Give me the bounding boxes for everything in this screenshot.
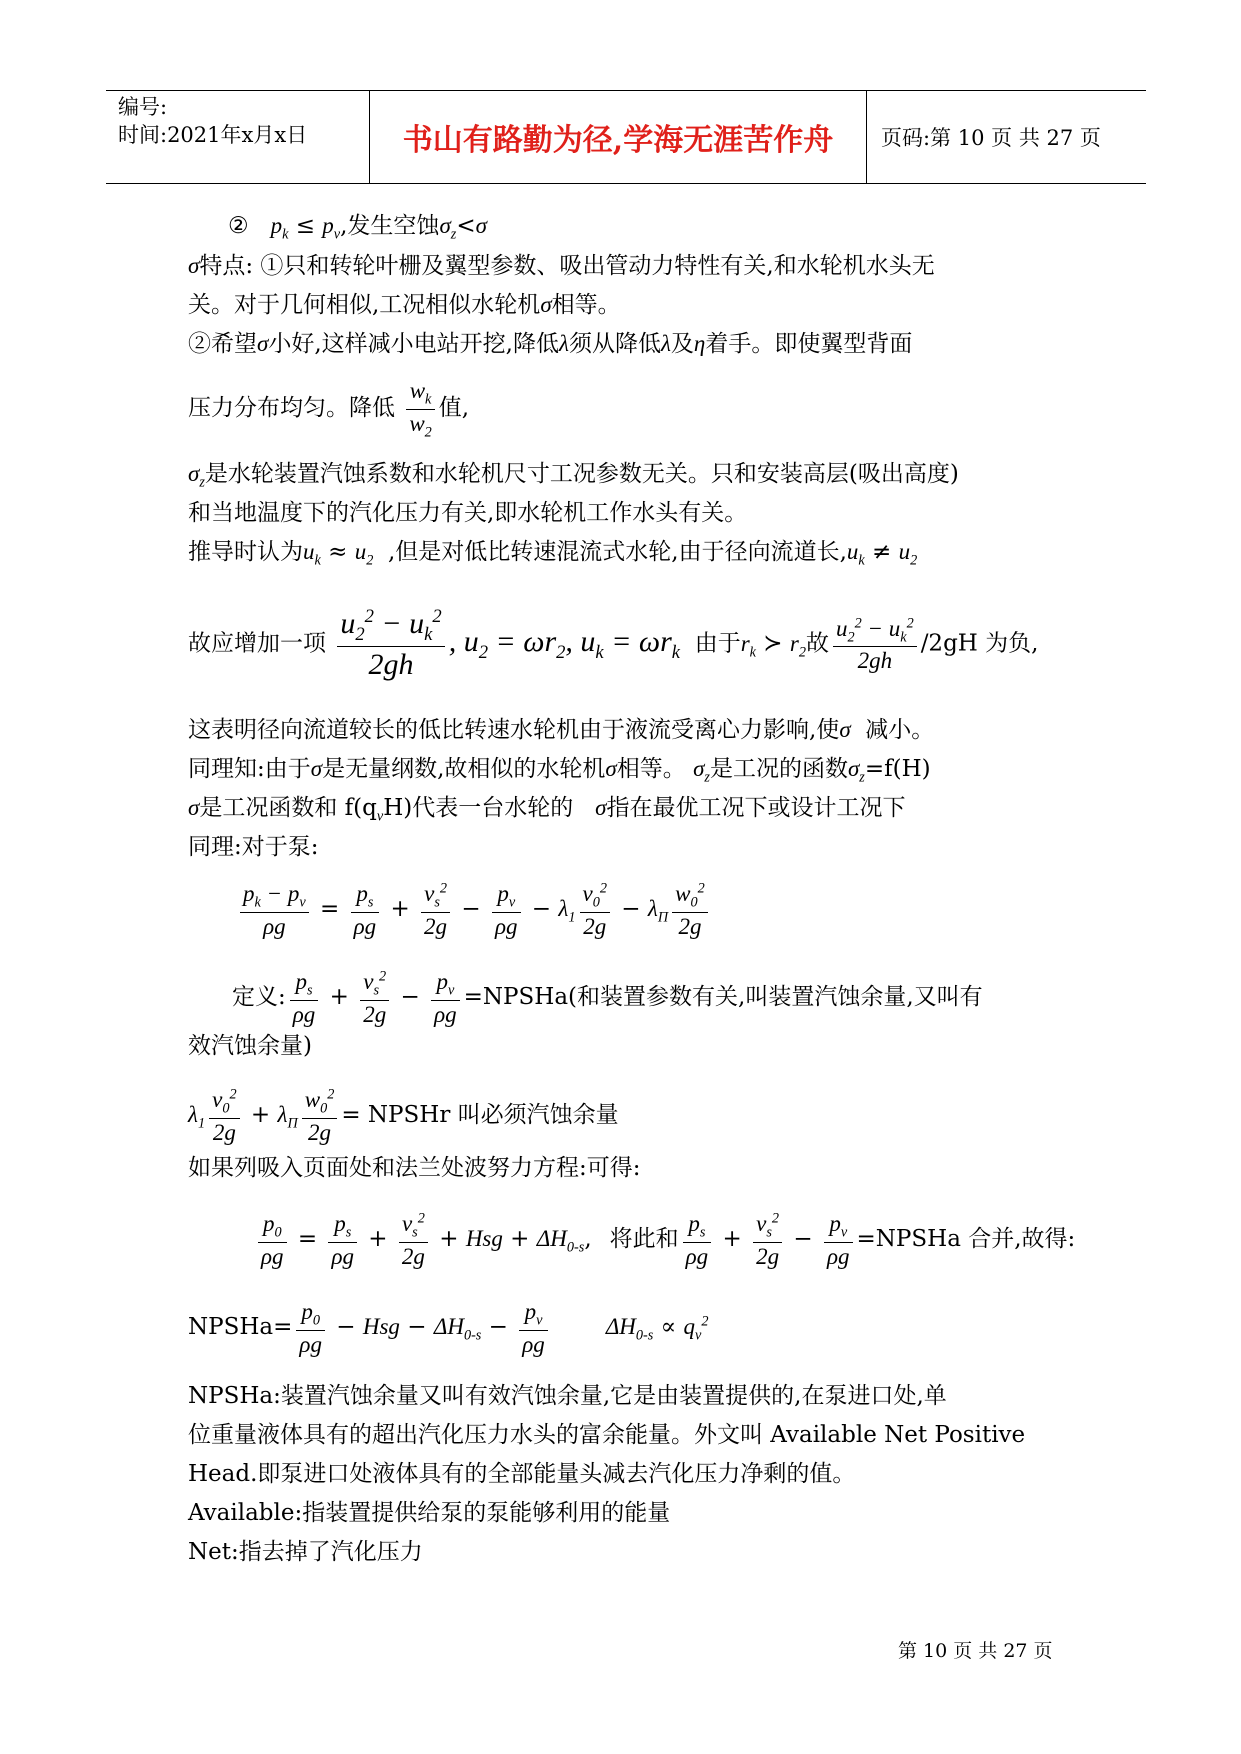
- header-motto: 书山有路勤为径,学海无涯苦作舟: [402, 123, 834, 158]
- fraction: $\frac{u_2^2 - u_k^2}{2gh}$: [833, 615, 917, 675]
- text-line: $\sigma_z$是水轮装置汽蚀系数和水轮机尺寸工况参数无关。只和安装高层(吸出高度): [188, 461, 959, 491]
- text-line: Available:指装置提供给泵的泵能够利用的能量: [188, 1500, 671, 1526]
- text-line: 压力分布均匀。降低 $\frac{w_k}{w_2}$ 值,: [188, 378, 470, 441]
- text-line: NPSHa:装置汽蚀余量又叫有效汽蚀余量,它是由装置提供的,在泵进口处,单: [188, 1383, 947, 1409]
- text-line: Net:指去掉了汽化压力: [188, 1539, 423, 1565]
- text-line: ② $p_k \le p_v$,发生空蚀$\sigma_z<\sigma$: [228, 213, 487, 243]
- page-footer: 第 10 页 共 27 页: [898, 1640, 1053, 1662]
- text-line: σ是工况函数和 $f(q_vH)$代表一台水轮的 σ指在最优工况下或设计工况下: [188, 795, 906, 825]
- text-line: 同理:对于泵:: [188, 834, 319, 860]
- fraction: $\frac{w_k}{w_2}$: [406, 377, 434, 441]
- text-line: 关。对于几何相似,工况相似水轮机σ相等。: [188, 292, 621, 318]
- equation-line: $\lambda_1$ $\frac{v_0^2}{2g}$ + $\lambda_\Pi$ $\frac{w_0^2}{2g}$ = NPSHr 叫必须汽蚀余量: [188, 1086, 619, 1145]
- page-header: [106, 90, 1146, 184]
- equation-line: $\frac{p_k - p_v}{\rho g}$ = $\frac{p_s}{\rho g}$ + $\frac{v_s^2}{2g}$ − $\frac{p_v}{\rho g}$ − $\lambda_1$ $\frac{v_0^2}{2g}$ − $\lambda_\Pi$ $\frac{w_0^2}{2g}$: [236, 880, 712, 940]
- text-line: 和当地温度下的汽化压力有关,即水轮机工作水头有关。: [188, 500, 748, 526]
- equation-line: 定义: $\frac{p_s}{\rho g}$ + $\frac{v_s^2}{2g}$ − $\frac{p_v}{\rho g}$ =NPSHa(和装置参数有关,叫装置汽蚀余量,又叫有: [232, 968, 983, 1027]
- text-line: 这表明径向流道较长的低比转速水轮机由于液流受离心力影响,使σ 减小。: [188, 717, 935, 743]
- text-line: 效汽蚀余量): [188, 1033, 312, 1059]
- text-line: 如果列吸入页面处和法兰处波努力方程:可得:: [188, 1155, 641, 1181]
- text-line: 同理知:由于σ是无量纲数,故相似的水轮机σ相等。 $\sigma_z$是工况的函数$\sigma_z=f(H)$: [188, 756, 931, 786]
- text-line: ②希望σ小好,这样减小电站开挖,降低λ须从降低λ及η着手。即使翼型背面: [188, 331, 913, 357]
- fraction: $\frac{u_2^2 - u_k^2}{2gh}$: [337, 606, 444, 683]
- text-line: 故应增加一项 $\frac{u_2^2 - u_k^2}{2gh}$ , $u_2 = \omega r_2$, $u_k = \omega r_k$ 由于$r_k$ ≻ $r_2$故 $\frac{u_2^2 - u_k^2}{2gh}$ /2gH 为负,: [188, 606, 1039, 682]
- text-line: σ特点: ①只和转轮叶栅及翼型参数、吸出管动力特性有关,和水轮机水头无: [188, 253, 935, 279]
- header-motto-cell: [370, 91, 867, 183]
- doc-time-label: 时间:2021年x月x日: [118, 123, 308, 147]
- text-line: Head.即泵进口处液体具有的全部能量头减去汽化压力净剩的值。: [188, 1461, 856, 1487]
- header-page-info: 页码:第 10 页 共 27 页: [881, 126, 1101, 150]
- header-meta: [106, 91, 370, 183]
- text-line: 位重量液体具有的超出汽化压力水头的富余能量。外文叫 Available Net Positive: [188, 1422, 1026, 1448]
- text-line: 推导时认为$u_k \approx u_2$ ,但是对低比转速混流式水轮,由于径向流道长$,u_k \ne u_2$: [188, 539, 918, 569]
- doc-number-label: 编号:: [118, 95, 168, 119]
- equation-line: $\frac{p_0}{\rho g}$ = $\frac{p_s}{\rho g}$ + $\frac{v_s^2}{2g}$ + Hsg + $\Delta H_{0-s}$, 将此和 $\frac{p_s}{\rho g}$ + $\frac{v_s^2}{2g}$ − $\frac{p_v}{\rho g}$ =NPSHa 合并,故得:: [254, 1210, 1075, 1270]
- equation-line: NPSHa= $\frac{p_0}{\rho g}$ − Hsg − $\Delta H_{0-s}$ − $\frac{p_v}{\rho g}$ $\Delta H_{0-s} \propto q_v^2$: [188, 1299, 709, 1357]
